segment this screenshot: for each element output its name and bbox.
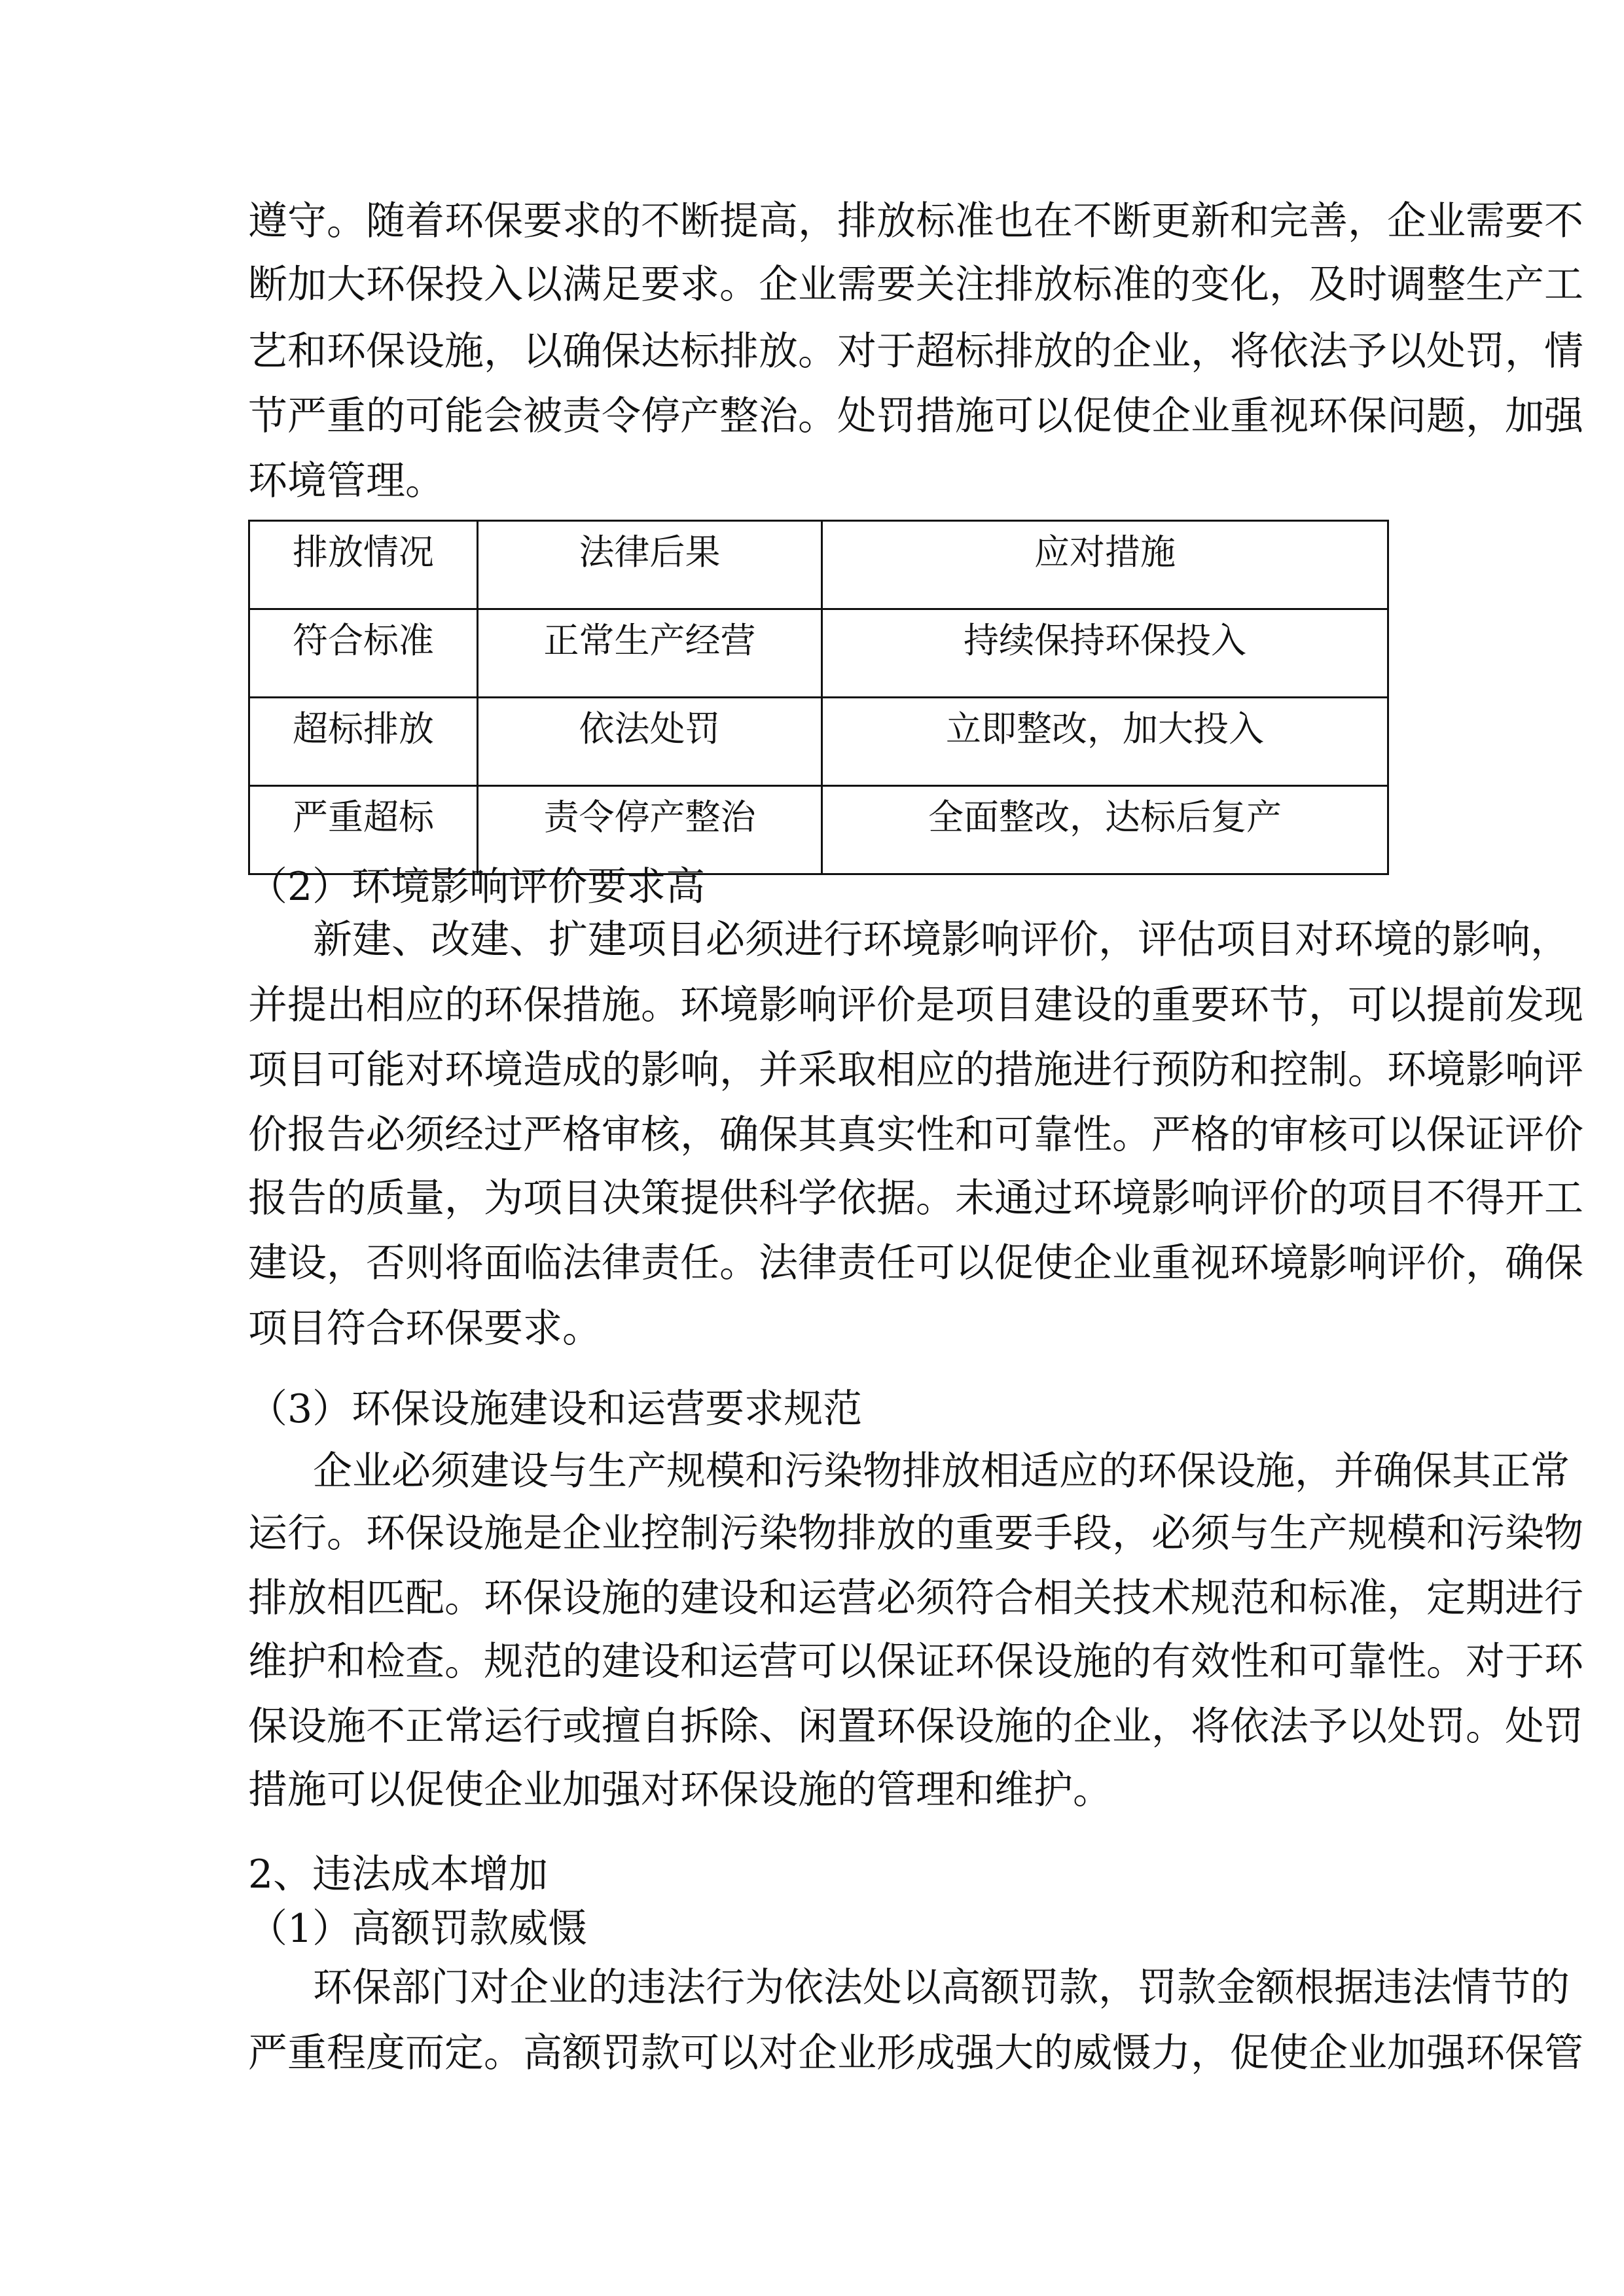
text-line: 项目可能对环境造成的影响，并采取相应的措施进行预防和控制。环境影响评 xyxy=(248,1047,1583,1093)
text-line: 建设，否则将面临法律责任。法律责任可以促使企业重视环境影响评价，确保 xyxy=(248,1240,1583,1286)
text-line: 环保部门对企业的违法行为依法处以高额罚款，罚款金额根据违法情节的 xyxy=(313,1965,1570,2011)
table-cell: 责令停产整治 xyxy=(478,786,822,874)
text-line: 排放相匹配。环保设施的建设和运营必须符合相关技术规范和标准，定期进行 xyxy=(248,1575,1583,1621)
table-cell: 符合标准 xyxy=(249,609,478,698)
table-cell: 立即整改，加大投入 xyxy=(822,698,1388,786)
table-cell: 正常生产经营 xyxy=(478,609,822,698)
table-cell: 持续保持环保投入 xyxy=(822,609,1388,698)
table-row xyxy=(249,698,1388,786)
text-line: 并提出相应的环保措施。环境影响评价是项目建设的重要环节，可以提前发现 xyxy=(248,982,1583,1028)
table-cell: 严重超标 xyxy=(249,786,478,874)
subheading: （1）高额罚款威慑 xyxy=(248,1906,588,1952)
table-header-row xyxy=(249,521,1388,609)
table-header: 排放情况 xyxy=(249,521,478,609)
emission-consequence-table xyxy=(248,520,1389,875)
subheading: （3）环保设施建设和运营要求规范 xyxy=(248,1386,863,1432)
text-line: 价报告必须经过严格审核，确保其真实性和可靠性。严格的审核可以保证评价 xyxy=(248,1112,1583,1158)
table-header: 应对措施 xyxy=(822,521,1388,609)
text-line: 维护和检查。规范的建设和运营可以保证环保设施的有效性和可靠性。对于环 xyxy=(248,1639,1583,1685)
text-line: 新建、改建、扩建项目必须进行环境影响评价，评估项目对环境的影响， xyxy=(313,917,1570,963)
text-line: 环境管理。 xyxy=(248,458,444,504)
text-line: 断加大环保投入以满足要求。企业需要关注排放标准的变化，及时调整生产工 xyxy=(248,262,1583,308)
text-line: 保设施不正常运行或擅自拆除、闲置环保设施的企业，将依法予以处罚。处罚 xyxy=(248,1704,1583,1749)
text-line: 遵守。随着环保要求的不断提高，排放标准也在不断更新和完善，企业需要不 xyxy=(248,198,1583,244)
text-line: 严重程度而定。高额罚款可以对企业形成强大的威慑力，促使企业加强环保管 xyxy=(248,2030,1583,2076)
text-line: 艺和环保设施，以确保达标排放。对于超标排放的企业，将依法予以处罚，情 xyxy=(248,329,1583,374)
table-row xyxy=(249,609,1388,698)
text-line: 企业必须建设与生产规模和污染物排放相适应的环保设施，并确保其正常 xyxy=(313,1448,1570,1494)
text-line: 措施可以促使企业加强对环保设施的管理和维护。 xyxy=(248,1767,1112,1813)
table-cell: 超标排放 xyxy=(249,698,478,786)
text-line: 项目符合环保要求。 xyxy=(248,1306,602,1352)
text-line: 报告的质量，为项目决策提供科学依据。未通过环境影响评价的项目不得开工 xyxy=(248,1175,1583,1221)
table-cell: 全面整改，达标后复产 xyxy=(822,786,1388,874)
subheading: （2）环境影响评价要求高 xyxy=(248,864,706,910)
table-header: 法律后果 xyxy=(478,521,822,609)
table-cell: 依法处罚 xyxy=(478,698,822,786)
text-line: 节严重的可能会被责令停产整治。处罚措施可以促使企业重视环保问题，加强 xyxy=(248,393,1583,439)
section-heading: 2、违法成本增加 xyxy=(248,1852,549,1897)
text-line: 运行。环保设施是企业控制污染物排放的重要手段，必须与生产规模和污染物 xyxy=(248,1511,1583,1556)
